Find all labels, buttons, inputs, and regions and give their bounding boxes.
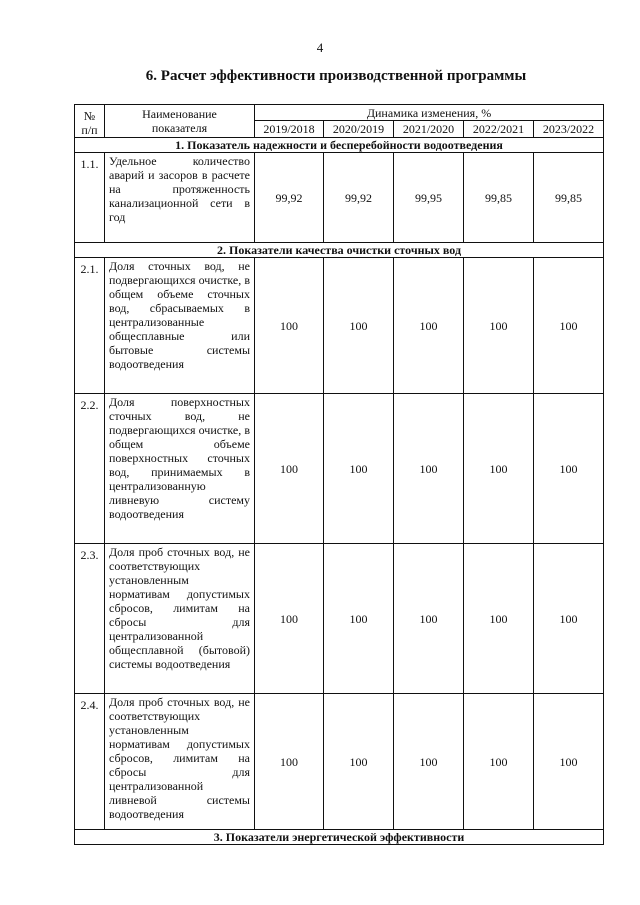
value-cell: 100: [534, 258, 604, 394]
indicator-name: Доля проб сточных вод, не соответствующих установленным нормативам допустимых сбросов, лимитам на сбросы для централизованной общесплавной (бытовой) системы водоотведения: [105, 544, 255, 694]
section-header: [75, 243, 604, 258]
row-number: 2.3.: [75, 544, 105, 694]
value-cell: 100: [255, 694, 324, 830]
value-cell: 100: [464, 544, 534, 694]
table-row: [75, 153, 604, 243]
value-cell: 100: [394, 258, 464, 394]
value-cell: 100: [534, 394, 604, 544]
value-cell: 99,85: [464, 153, 534, 243]
header-year: 2023/2022: [534, 120, 604, 137]
page-title: 6. Расчет эффективности производственной программы: [145, 68, 527, 84]
page-number: 4: [316, 40, 324, 55]
indicator-name: Доля сточных вод, не подвергающихся очистке, в общем объеме сточных вод, сбрасываемых в централизованные общесплавные или бытовые системы водоотведения: [105, 258, 255, 394]
table-row: [75, 394, 604, 544]
value-cell: 99,92: [255, 153, 324, 243]
value-cell: 100: [324, 694, 394, 830]
header-year: 2019/2018: [255, 120, 324, 137]
value-cell: 100: [324, 544, 394, 694]
section-title: 3. Показатели энергетической эффективности: [75, 830, 604, 845]
value-cell: 100: [324, 258, 394, 394]
header-year: 2020/2019: [324, 120, 394, 137]
row-number: 2.2.: [75, 394, 105, 544]
indicator-name: Доля проб сточных вод, не соответствующих установленным нормативам допустимых сбросов, лимитам на сбросы для централизованной ливневой системы водоотведения: [105, 694, 255, 830]
table-row: [75, 258, 604, 394]
table-row: [75, 544, 604, 694]
header-year: 2022/2021: [464, 120, 534, 137]
row-number: 2.4.: [75, 694, 105, 830]
value-cell: 99,92: [324, 153, 394, 243]
indicator-name: Удельное количество аварий и засоров в расчете на протяженность канализационной сети в год: [105, 153, 255, 243]
section-header: [75, 830, 604, 845]
section-title: 2. Показатели качества очистки сточных вод: [75, 243, 604, 258]
value-cell: 100: [534, 694, 604, 830]
value-cell: 100: [534, 544, 604, 694]
row-number: 1.1.: [75, 153, 105, 243]
value-cell: 99,95: [394, 153, 464, 243]
header-indicator-name: Наименование показателя: [105, 105, 255, 138]
header-dynamics: Динамика изменения, %: [255, 105, 604, 121]
table-row: [75, 694, 604, 830]
efficiency-table: [74, 104, 604, 845]
value-cell: 100: [255, 258, 324, 394]
value-cell: 100: [324, 394, 394, 544]
value-cell: 100: [255, 544, 324, 694]
header-year: 2021/2020: [394, 120, 464, 137]
value-cell: 100: [394, 394, 464, 544]
value-cell: 100: [255, 394, 324, 544]
indicator-name: Доля поверхностных сточных вод, не подвергающихся очистке, в общем объеме поверхностных сточных вод, принимаемых в централизованную ливневую систему водоотведения: [105, 394, 255, 544]
value-cell: 99,85: [534, 153, 604, 243]
value-cell: 100: [394, 544, 464, 694]
header-number: № п/п: [75, 105, 105, 138]
row-number: 2.1.: [75, 258, 105, 394]
section-title: 1. Показатель надежности и бесперебойности водоотведения: [75, 138, 604, 153]
value-cell: 100: [394, 694, 464, 830]
value-cell: 100: [464, 258, 534, 394]
section-header: [75, 138, 604, 153]
value-cell: 100: [464, 694, 534, 830]
value-cell: 100: [464, 394, 534, 544]
